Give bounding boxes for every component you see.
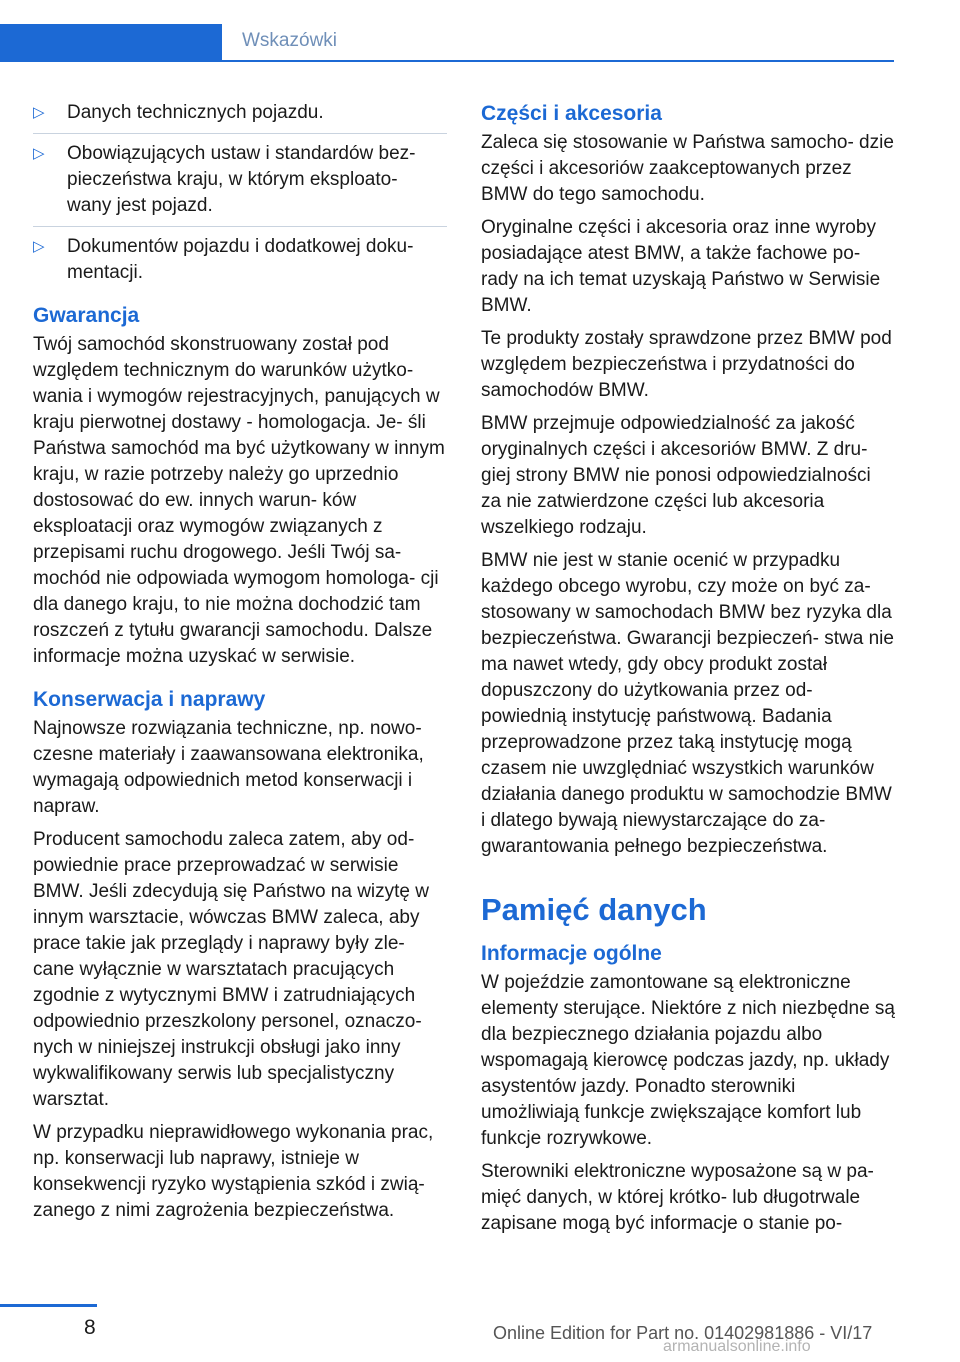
maintenance-paragraph: Najnowsze rozwiązania techniczne, np. nowo‐ czesne materiały i zaawansowana elektronika, wymagają odpowiednich metod konserwacji i napraw. [33,718,424,817]
maintenance-paragraph: W przypadku nieprawidłowego wykonania prac, np. konserwacji lub naprawy, istnieje w konsekwencji ryzyko wystąpienia szkód i zwią‐ zanego z nimi zagrożenia bezpieczeństwa. [33,1122,434,1221]
requirements-list [33,100,447,286]
memory-paragraph: W pojeździe zamontowane są elektroniczne elementy sterujące. Niektóre z nich niezbędne są dla bezpiecznego działania pojazdu albo wspomagają kierowcę podczas jazdy, np. układy asystentów jazdy. Ponadto sterowniki umożliwiają funkcje zwiększające komfort lub funkcje rozrywkowe. [481,972,896,1149]
parts-heading: Części i akcesoria [481,102,662,125]
footer-edition-text: Online Edition for Part no. 01402981886 - VI/17 [493,1323,873,1343]
parts-paragraph: Oryginalne części i akcesoria oraz inne wyroby posiadające atest BMW, a także fachowe po‐ rady na ich temat uzyskają Państwo w Serwisie BMW. [481,217,881,316]
parts-paragraph: Te produkty zostały sprawdzone przez BMW pod względem bezpieczeństwa i przydatności do samochodów BMW. [481,328,892,401]
parts-paragraph: BMW przejmuje odpowiedzialność za jakość oryginalnych części i akcesoriów BMW. Z dru‐ giej strony BMW nie ponosi odpowiedzialności za nie zatwierdzone części lub akcesoria wszelkiego rodzaju. [481,413,871,538]
maintenance-paragraph: Producent samochodu zaleca zatem, aby od‐ powiednie prace przeprowadzać w serwisie BMW. Jeśli zdecydują się Państwo na wizytę w innym warsztacie, wówczas BMW zaleca, aby prace takie jak przeglądy i naprawy były zle‐ cane wyłącznie w warsztatach pracujących zgodnie z wytycznymi BMW i zatrudniających odpowiednio przeszkolony personel, oznaczo‐ nych w niniejszej instrukcji obsługi jako inny wykwalifikowany serwis lub specjalistyczny warsztat. [33,829,429,1110]
memory-section-title: Pamięć danych [481,892,707,927]
footer-rule [0,1304,97,1307]
list-item [33,234,447,286]
list-item-text: Obowiązujących ustaw i standardów bez‐ pieczeństwa kraju, w którym eksploato‐ wany jest pojazd. [67,143,416,216]
left-column [33,100,447,1231]
right-column [481,100,895,1244]
page-number: 8 [84,1316,96,1339]
watermark-text: armanualsonline.info [663,1338,811,1355]
list-divider [33,226,447,227]
triangle-right-icon: ▷ [33,238,45,255]
parts-paragraph: BMW nie jest w stanie ocenić w przypadku każdego obcego wyrobu, czy może on być za‐ stosowany w samochodach BMW bez ryzyka dla bezpieczeństwa. Gwarancji bezpieczeń‐ stwa nie ma nawet wtedy, gdy obcy produkt został dopuszczony do użytkowania przez od‐ powiednią instytucję państwową. Badania przeprowadzone przez taką instytucję mogą czasem nie uwzględniać wszystkich warunków działania danego produktu w samochodzie BMW i dlatego bywają niewystarczające do za‐ gwarantowania pełnego bezpieczeństwa. [481,550,894,857]
maintenance-heading: Konserwacja i naprawy [33,688,266,711]
triangle-right-icon: ▷ [33,104,45,121]
list-item-text: Danych technicznych pojazdu. [67,102,324,123]
list-item [33,141,447,219]
list-divider [33,133,447,134]
header-accent-bar [0,24,222,62]
warranty-heading: Gwarancja [33,304,140,327]
parts-paragraph: Zaleca się stosowanie w Państwa samocho‐ dzie części i akcesoriów zaakceptowanych przez BMW do tego samochodu. [481,132,894,205]
list-item [33,100,447,126]
general-info-heading: Informacje ogólne [481,942,662,965]
memory-paragraph: Sterowniki elektroniczne wyposażone są w pa‐ mięć danych, w której krótko- lub długotrwale zapisane mogą być informacje o stanie po‐ [481,1161,874,1234]
header-rule [222,60,894,62]
list-item-text: Dokumentów pojazdu i dodatkowej doku‐ mentacji. [67,236,414,283]
triangle-right-icon: ▷ [33,145,45,162]
page-header-title: Wskazówki [242,30,338,51]
warranty-paragraph: Twój samochód skonstruowany został pod względem technicznym do warunków użytko‐ wania i wymogów rejestracyjnych, panujących w kraju pierwotnej dostawy - homologacja. Je‐ śli Państwa samochód ma być użytkowany w innym kraju, w razie potrzeby należy go uprzednio dostosować do ew. innych warun‐ ków eksploatacji oraz wymogów związanych z przepisami ruchu drogowego. Jeśli Twój sa‐ mochód nie odpowiada wymogom homologa‐ cji dla danego kraju, to nie można dochodzić tam roszczeń z tytułu gwarancji samochodu. Dalsze informacje można uzyskać w serwisie. [33,334,445,667]
